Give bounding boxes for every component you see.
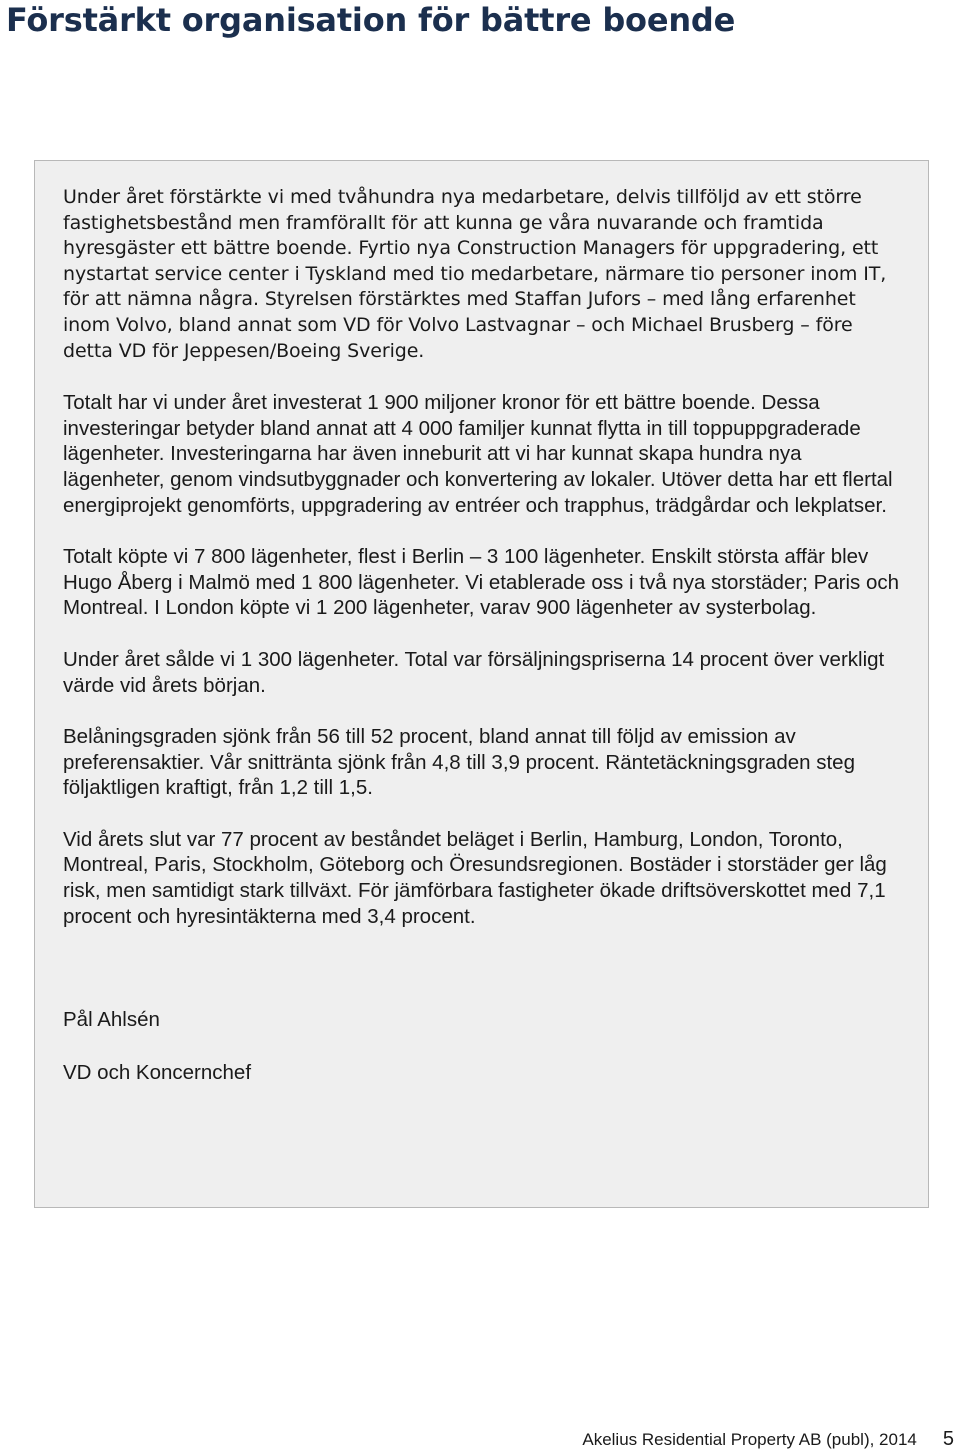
letter-box bbox=[34, 160, 929, 1208]
paragraph-sales: Under året sålde vi 1 300 lägenheter. Total var försäljningspriserna 14 procent över verkligt värde vid årets början. bbox=[63, 647, 885, 697]
paragraph-investments: Totalt har vi under året investerat 1 900 miljoner kronor för ett bättre boende. Dessa investeringar betyder bland annat att 4 000 familjer kunnat flytta in till toppuppgraderade lägenheter. Investeringarna har även inneburit att vi har kunnat skapa hundra nya lägenheter, genom vindsutbyggnader och konvertering av lokaler. Utöver detta har ett flertal energiprojekt genomförts, uppgradering av entréer och trapphus, trädgårdar och lekplatser. bbox=[63, 391, 893, 517]
paragraph-organisation: Under året förstärkte vi med tvåhundra nya medarbetare, delvis tillföljd av ett större fastighetsbestånd men framförallt för att kunna ge våra nuvarande och framtida hyresgäster ett bättre boende. Fyrtio nya Construction Managers för uppgradering, ett nystartat service center i Tyskland med tio medarbetare, närmare tio personer inom IT, för att nämna några. Styrelsen förstärktes med Staffan Jufors – med lång erfarenhet inom Volvo, bland annat som VD för Volvo Lastvagnar – och Michael Brusberg – före detta VD för Jeppesen/Boeing Sverige. bbox=[63, 186, 887, 362]
page-number: 5 bbox=[942, 1428, 954, 1450]
page-title: Förstärkt organisation för bättre boende bbox=[6, 1, 736, 39]
signature-block bbox=[63, 1007, 908, 1085]
footer-company: Akelius Residential Property AB (publ), 2014 bbox=[582, 1430, 917, 1449]
paragraph-acquisitions: Totalt köpte vi 7 800 lägenheter, flest i Berlin – 3 100 lägenheter. Enskilt största affär blev Hugo Åberg i Malmö med 1 800 lägenheter. Vi etablerade oss i två nya storstäder; Paris och Montreal. I London köpte vi 1 200 lägenheter, varav 900 lägenheter av systerbolag. bbox=[63, 545, 900, 620]
paragraph-financing: Belåningsgraden sjönk från 56 till 52 procent, bland annat till följd av emission av preferensaktier. Vår snittränta sjönk från 4,8 till 3,9 procent. Räntetäckningsgraden steg följaktligen kraftigt, från 1,2 till 1,5. bbox=[63, 725, 855, 800]
signature-name: Pål Ahlsén bbox=[63, 1008, 160, 1032]
paragraph-portfolio: Vid årets slut var 77 procent av beståndet beläget i Berlin, Hamburg, London, Toronto, Montreal, Paris, Stockholm, Göteborg och Öresundsregionen. Bostäder i storstäder ger låg risk, men samtidigt stark tillväxt. För jämförbara fastigheter ökade driftsöverskottet med 7,1 procent och hyresintäkterna med 3,4 procent. bbox=[63, 827, 887, 928]
page-footer bbox=[582, 1428, 954, 1451]
signature-role: VD och Koncernchef bbox=[63, 1060, 252, 1084]
